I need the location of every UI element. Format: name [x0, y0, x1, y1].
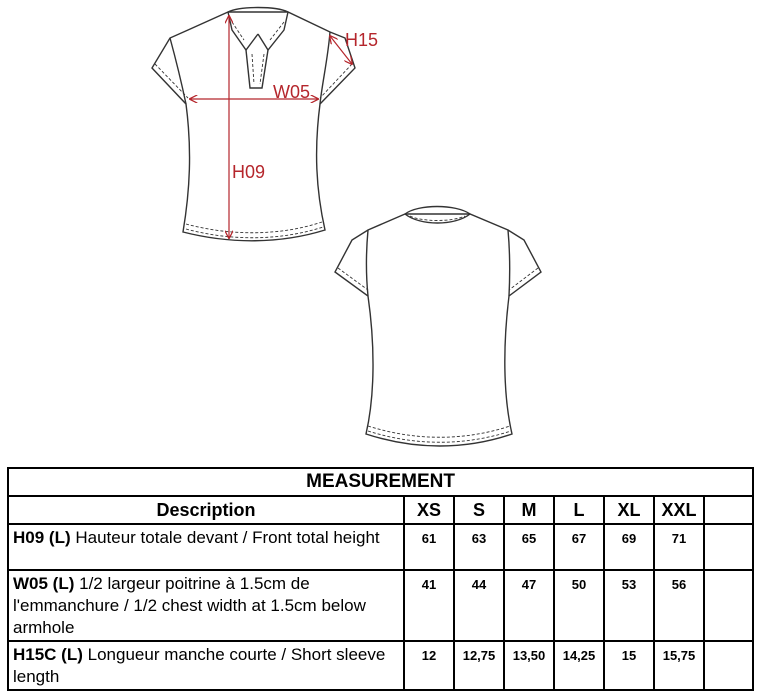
value-cell: 44 — [454, 570, 504, 641]
value-cell: 67 — [554, 524, 604, 570]
table-header-row — [8, 496, 753, 524]
back-view-shirt — [335, 207, 541, 447]
table-row — [8, 524, 753, 570]
value-cell: 69 — [604, 524, 654, 570]
row-description — [8, 524, 404, 570]
front-view-shirt — [152, 8, 355, 241]
size-header-xs: XS — [404, 496, 454, 524]
table-title: MEASUREMENT — [8, 468, 753, 496]
table-row — [8, 570, 753, 641]
value-cell: 13,50 — [504, 641, 554, 690]
table-row — [8, 641, 753, 690]
value-cell: 71 — [654, 524, 704, 570]
value-cell: 56 — [654, 570, 704, 641]
value-cell — [704, 524, 753, 570]
value-cell: 15,75 — [654, 641, 704, 690]
row-code: H15C (L) — [13, 645, 83, 664]
value-cell — [704, 570, 753, 641]
front-body-outline — [152, 12, 355, 241]
value-cell: 65 — [504, 524, 554, 570]
row-description — [8, 641, 404, 690]
value-cell: 15 — [604, 641, 654, 690]
row-text: Longueur manche courte / Short sleeve length — [13, 645, 386, 686]
row-text: 1/2 largeur poitrine à 1.5cm de l'emmanchure / 1/2 chest width at 1.5cm below armhole — [13, 574, 366, 637]
h09-label: H09 — [232, 162, 266, 182]
row-code: H09 (L) — [13, 528, 71, 547]
size-header-l: L — [554, 496, 604, 524]
h15-label: H15 — [345, 30, 379, 50]
row-code: W05 (L) — [13, 574, 75, 593]
size-header-m: M — [504, 496, 554, 524]
value-cell: 47 — [504, 570, 554, 641]
value-cell: 41 — [404, 570, 454, 641]
row-text: Hauteur totale devant / Front total height — [75, 528, 380, 547]
description-header: Description — [8, 496, 404, 524]
value-cell: 53 — [604, 570, 654, 641]
value-cell: 61 — [404, 524, 454, 570]
value-cell: 12,75 — [454, 641, 504, 690]
value-cell: 63 — [454, 524, 504, 570]
w05-label: W05 — [273, 82, 311, 102]
size-header-empty — [704, 496, 753, 524]
size-header-xxl: XXL — [654, 496, 704, 524]
value-cell — [704, 641, 753, 690]
value-cell: 12 — [404, 641, 454, 690]
size-header-s: S — [454, 496, 504, 524]
value-cell: 50 — [554, 570, 604, 641]
row-description — [8, 570, 404, 641]
size-header-xl: XL — [604, 496, 654, 524]
value-cell: 14,25 — [554, 641, 604, 690]
back-body-outline — [335, 214, 541, 446]
measurement-table — [7, 467, 754, 691]
